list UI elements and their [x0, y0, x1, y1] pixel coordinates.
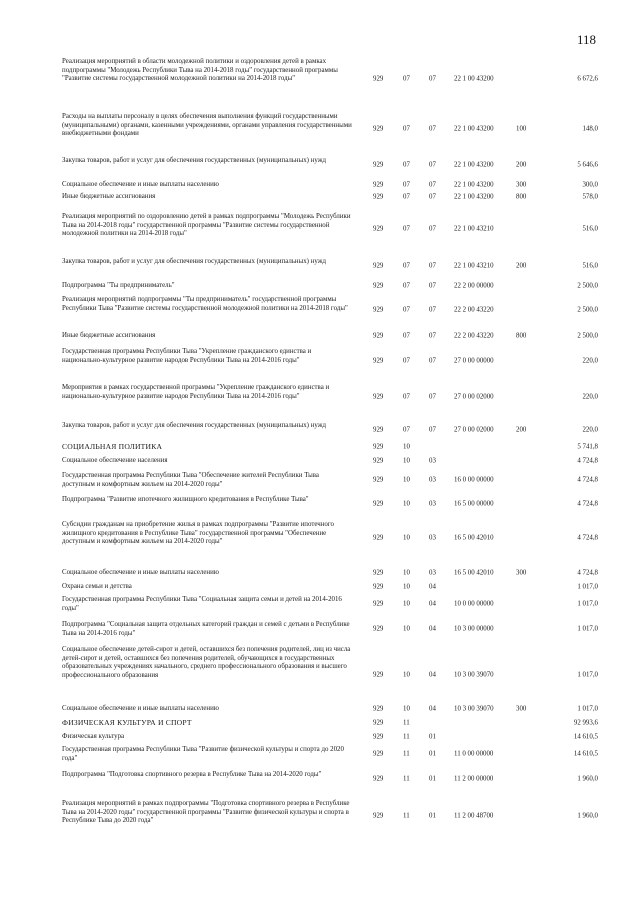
gram-code: 929	[373, 393, 384, 401]
amount: 516,0	[582, 225, 598, 233]
row-name: Государственная программа Республики Тыва "Укрепление гражданского единства и национально-культурное развитие народов Республики Тыва на 2014-2016 годы"	[62, 348, 312, 364]
expense-type-code: 800	[516, 332, 527, 340]
subsection-code: 04	[429, 625, 436, 633]
subsection-code: 07	[429, 225, 436, 233]
section-code: 10	[403, 457, 410, 465]
amount: 1 017,0	[577, 625, 598, 633]
table-row	[0, 384, 640, 412]
table-row	[0, 746, 640, 763]
gram-code: 929	[373, 75, 384, 83]
subsection-code: 07	[429, 193, 436, 201]
table-row	[0, 457, 640, 467]
row-name: СОЦИАЛЬНАЯ ПОЛИТИКА	[62, 442, 163, 451]
amount: 4 724,8	[577, 500, 598, 508]
row-name: Государственная программа Республики Тыва "Развитие физической культуры и спорта до 2020 года"	[62, 746, 344, 762]
amount: 4 724,8	[577, 534, 598, 542]
gram-code: 929	[373, 733, 384, 741]
subsection-code: 07	[429, 306, 436, 314]
gram-code: 929	[373, 569, 384, 577]
amount: 92 993,6	[573, 719, 598, 727]
expense-type-code: 300	[516, 569, 527, 577]
subsection-code: 01	[429, 733, 436, 741]
target-article-code: 22 1 00 43210	[454, 262, 494, 270]
amount: 4 724,8	[577, 457, 598, 465]
target-article-code: 16 5 00 42010	[454, 534, 494, 542]
amount: 1 017,0	[577, 705, 598, 713]
section-code: 07	[403, 393, 410, 401]
gram-code: 929	[373, 426, 384, 434]
target-article-code: 10 3 00 00000	[454, 625, 494, 633]
section-code: 11	[403, 750, 410, 758]
gram-code: 929	[373, 719, 384, 727]
row-name: Социальное обеспечение детей-сирот и детей, оставшихся без попечения родителей, лиц из числа детей-сирот и детей, оставшихся без попечения родителей, обучающихся в государственных образовательных учреждениях начального, среднего профессионального образования и высшего профессионального образования	[62, 646, 351, 679]
table-row	[0, 596, 640, 613]
target-article-code: 22 1 00 43200	[454, 125, 494, 133]
row-name: Реализация мероприятий по оздоровлению детей в рамках подпрограммы "Молодежь Республики Тыва на 2014-2018 годы" государственной программы "Развитие системы государственной молодежной политики на 2014-2018 годы"	[62, 213, 351, 238]
table-row	[0, 296, 640, 326]
table-row	[0, 443, 640, 452]
gram-code: 929	[373, 225, 384, 233]
subsection-code: 07	[429, 75, 436, 83]
gram-code: 929	[373, 125, 384, 133]
target-article-code: 22 2 00 43220	[454, 332, 494, 340]
subsection-code: 01	[429, 750, 436, 758]
subsection-code: 03	[429, 500, 436, 508]
target-article-code: 22 2 00 00000	[454, 282, 494, 290]
gram-code: 929	[373, 705, 384, 713]
subsection-code: 07	[429, 357, 436, 365]
target-article-code: 22 1 00 43200	[454, 161, 494, 169]
subsection-code: 04	[429, 583, 436, 591]
row-name: Закупка товаров, работ и услуг для обеспечения государственных (муниципальных) нужд	[62, 258, 326, 265]
gram-code: 929	[373, 476, 384, 484]
expense-type-code: 300	[516, 705, 527, 713]
section-code: 10	[403, 534, 410, 542]
subsection-code: 07	[429, 125, 436, 133]
row-name: Субсидии гражданам на приобретение жилья в рамках подпрограммы "Развитие ипотечного жилищного кредитования в Республике Тыва" государственной программы "Обеспечение доступным и комфортным жильем на 2014-2020 годы"	[62, 521, 334, 546]
amount: 2 500,0	[577, 306, 598, 314]
section-code: 07	[403, 181, 410, 189]
table-row	[0, 719, 640, 728]
table-row	[0, 258, 640, 276]
row-name: Закупка товаров, работ и услуг для обеспечения государственных (муниципальных) нужд	[62, 157, 326, 164]
gram-code: 929	[373, 583, 384, 591]
row-name: Реализация мероприятий в рамках подпрограммы "Подготовка спортивного резерва в Республике Тыва на 2014-2020 годы" государственной программы "Развитие физической культуры и спорта в Республике Тыва до 2020 года"	[62, 800, 350, 825]
amount: 1 017,0	[577, 600, 598, 608]
target-article-code: 10 3 00 39070	[454, 705, 494, 713]
expense-type-code: 300	[516, 181, 527, 189]
expense-type-code: 200	[516, 161, 527, 169]
section-code: 10	[403, 583, 410, 591]
table-row	[0, 282, 640, 291]
gram-code: 929	[373, 750, 384, 758]
table-row	[0, 193, 640, 203]
amount: 6 672,6	[577, 75, 598, 83]
subsection-code: 03	[429, 457, 436, 465]
section-code: 07	[403, 306, 410, 314]
target-article-code: 22 2 00 43220	[454, 306, 494, 314]
section-code: 10	[403, 625, 410, 633]
section-code: 10	[403, 476, 410, 484]
row-name: Государственная программа Республики Тыва "Социальная защита семьи и детей на 2014-2016 годы"	[62, 596, 342, 612]
subsection-code: 03	[429, 569, 436, 577]
target-article-code: 16 5 00 00000	[454, 500, 494, 508]
row-name: Социальное обеспечение и иные выплаты населению	[62, 705, 219, 712]
amount: 4 724,8	[577, 569, 598, 577]
row-name: Иные бюджетные ассигнования	[62, 332, 156, 339]
row-name: Социальное обеспечение населения	[62, 457, 168, 464]
amount: 5 646,6	[577, 161, 598, 169]
gram-code: 929	[373, 306, 384, 314]
table-row	[0, 800, 640, 834]
section-code: 07	[403, 357, 410, 365]
target-article-code: 22 1 00 43210	[454, 225, 494, 233]
subsection-code: 07	[429, 282, 436, 290]
amount: 300,0	[582, 181, 598, 189]
target-article-code: 22 1 00 43200	[454, 193, 494, 201]
section-code: 11	[403, 733, 410, 741]
section-code: 07	[403, 125, 410, 133]
gram-code: 929	[373, 671, 384, 679]
amount: 14 610,5	[573, 733, 598, 741]
gram-code: 929	[373, 534, 384, 542]
target-article-code: 11 0 00 00000	[454, 750, 494, 758]
expense-type-code: 800	[516, 193, 527, 201]
gram-code: 929	[373, 181, 384, 189]
gram-code: 929	[373, 457, 384, 465]
gram-code: 929	[373, 262, 384, 270]
row-name: Физическая культура	[62, 733, 125, 740]
target-article-code: 10 0 00 00000	[454, 600, 494, 608]
target-article-code: 11 2 00 48700	[454, 812, 494, 820]
gram-code: 929	[373, 600, 384, 608]
table-row	[0, 213, 640, 246]
section-code: 10	[403, 600, 410, 608]
subsection-code: 04	[429, 600, 436, 608]
section-code: 07	[403, 193, 410, 201]
amount: 220,0	[582, 393, 598, 401]
row-name: Расходы на выплаты персоналу в целях обеспечения выполнения функций государственными (муниципальными) органами, казенными учреждениями, органами управления государственными внебюджетными фондами	[62, 113, 352, 138]
row-name: Подпрограмма "Подготовка спортивного резерва в Республике Тыва на 2014-2020 годы"	[62, 771, 322, 778]
subsection-code: 07	[429, 332, 436, 340]
target-article-code: 27 0 00 02000	[454, 393, 494, 401]
section-code: 07	[403, 426, 410, 434]
gram-code: 929	[373, 500, 384, 508]
amount: 1 017,0	[577, 583, 598, 591]
table-row	[0, 496, 640, 513]
target-article-code: 10 3 00 39070	[454, 671, 494, 679]
table-row	[0, 733, 640, 742]
subsection-code: 04	[429, 671, 436, 679]
subsection-code: 04	[429, 705, 436, 713]
section-code: 07	[403, 225, 410, 233]
section-code: 07	[403, 262, 410, 270]
row-name: Подпрограмма "Социальная защита отдельных категорий граждан и семей с детьми в Республике Тыва на 2014-2016 годы"	[62, 621, 350, 637]
table-row	[0, 621, 640, 638]
subsection-code: 07	[429, 262, 436, 270]
target-article-code: 16 0 00 00000	[454, 476, 494, 484]
amount: 516,0	[582, 262, 598, 270]
section-code: 07	[403, 161, 410, 169]
row-name: Охрана семьи и детства	[62, 583, 132, 590]
expense-type-code: 200	[516, 262, 527, 270]
gram-code: 929	[373, 775, 384, 783]
table-row	[0, 58, 640, 102]
expense-type-code: 100	[516, 125, 527, 133]
table-row	[0, 332, 640, 341]
table-row	[0, 348, 640, 375]
amount: 220,0	[582, 357, 598, 365]
gram-code: 929	[373, 812, 384, 820]
page-number: 118	[576, 32, 596, 47]
section-code: 10	[403, 500, 410, 508]
row-name: Государственная программа Республики Тыва "Обеспечение жителей Республики Тыва доступным и комфортным жильем на 2014-2020 годы"	[62, 472, 319, 488]
row-name: Подпрограмма "Ты предприниматель"	[62, 282, 175, 289]
gram-code: 929	[373, 193, 384, 201]
amount: 1 017,0	[577, 671, 598, 679]
section-code: 07	[403, 332, 410, 340]
target-article-code: 27 0 00 02000	[454, 426, 494, 434]
table-row	[0, 569, 640, 578]
amount: 220,0	[582, 426, 598, 434]
row-name: Подпрограмма "Развитие ипотечного жилищного кредитования в Республике Тыва"	[62, 496, 309, 503]
row-name: Мероприятия в рамках государственной программы "Укрепление гражданского единства и национально-культурное развитие народов Республики Тыва на 2014-2016 годы"	[62, 384, 330, 400]
amount: 2 500,0	[577, 332, 598, 340]
gram-code: 929	[373, 161, 384, 169]
subsection-code: 07	[429, 393, 436, 401]
subsection-code: 03	[429, 476, 436, 484]
amount: 1 960,0	[577, 812, 598, 820]
row-name: Иные бюджетные ассигнования	[62, 193, 156, 200]
table-row	[0, 521, 640, 556]
section-code: 11	[403, 775, 410, 783]
section-code: 10	[403, 671, 410, 679]
table-row	[0, 705, 640, 714]
subsection-code: 07	[429, 426, 436, 434]
section-code: 07	[403, 75, 410, 83]
row-name: Закупка товаров, работ и услуг для обеспечения государственных (муниципальных) нужд	[62, 422, 326, 429]
target-article-code: 22 1 00 43200	[454, 75, 494, 83]
row-name: ФИЗИЧЕСКАЯ КУЛЬТУРА И СПОРТ	[62, 718, 192, 727]
section-code: 10	[403, 443, 410, 451]
subsection-code: 07	[429, 161, 436, 169]
row-name: Социальное обеспечение и иные выплаты населению	[62, 569, 219, 576]
gram-code: 929	[373, 282, 384, 290]
amount: 2 500,0	[577, 282, 598, 290]
table-row	[0, 157, 640, 175]
table-row	[0, 646, 640, 706]
section-code: 11	[403, 812, 410, 820]
target-article-code: 22 1 00 43200	[454, 181, 494, 189]
row-name: Социальное обеспечение и иные выплаты населению	[62, 181, 219, 188]
table-row	[0, 472, 640, 489]
row-name: Реализация мероприятий в области молодежной политики и оздоровления детей в рамках подпрограммы "Молодежь Республики Тыва на 2014-2018 годы" государственной программы "Развитие системы государственной молодежной политики на 2014-2018 годы"	[62, 58, 338, 83]
section-code: 07	[403, 282, 410, 290]
table-row	[0, 181, 640, 190]
subsection-code: 01	[429, 775, 436, 783]
section-code: 11	[403, 719, 410, 727]
section-code: 10	[403, 705, 410, 713]
section-code: 10	[403, 569, 410, 577]
row-name: Реализация мероприятий подпрограммы "Ты предприниматель" государственной программы Республики Тыва "Развитие системы государственной молодежной политики на 2014-2018 годы"	[62, 296, 348, 312]
amount: 4 724,8	[577, 476, 598, 484]
amount: 14 610,5	[573, 750, 598, 758]
gram-code: 929	[373, 332, 384, 340]
gram-code: 929	[373, 357, 384, 365]
amount: 5 741,8	[577, 443, 598, 451]
subsection-code: 03	[429, 534, 436, 542]
amount: 1 960,0	[577, 775, 598, 783]
gram-code: 929	[373, 625, 384, 633]
subsection-code: 01	[429, 812, 436, 820]
table-row	[0, 422, 640, 440]
target-article-code: 11 2 00 00000	[454, 775, 494, 783]
amount: 148,0	[582, 125, 598, 133]
subsection-code: 07	[429, 181, 436, 189]
table-row	[0, 771, 640, 788]
target-article-code: 27 0 00 00000	[454, 357, 494, 365]
table-row	[0, 583, 640, 592]
expense-type-code: 200	[516, 426, 527, 434]
target-article-code: 16 5 00 42010	[454, 569, 494, 577]
amount: 578,0	[582, 193, 598, 201]
gram-code: 929	[373, 443, 384, 451]
table-row	[0, 113, 640, 146]
